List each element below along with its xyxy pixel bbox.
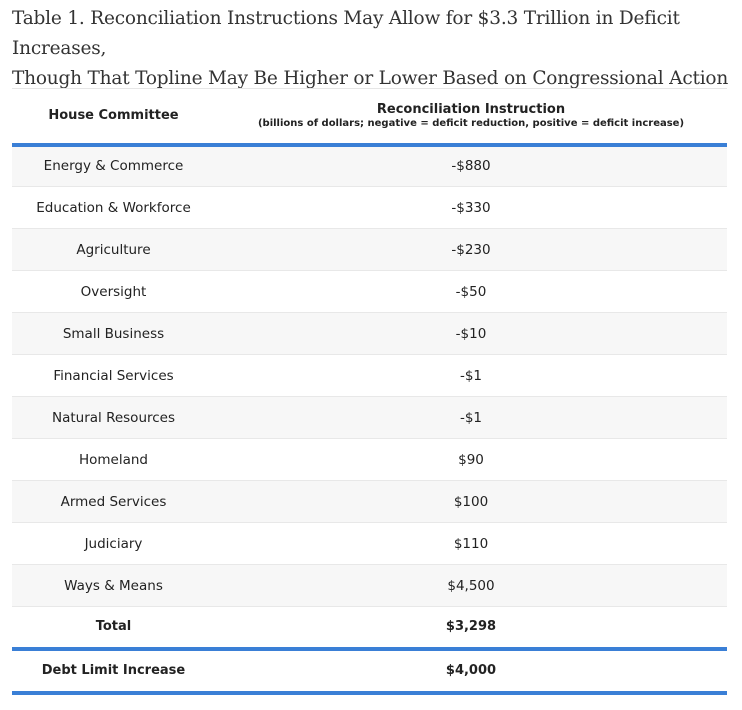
instruction-value: -$50 <box>215 271 727 313</box>
total-label: Total <box>12 607 215 649</box>
instruction-value: $110 <box>215 523 727 565</box>
debt-limit-row <box>12 649 727 693</box>
instruction-value: $4,500 <box>215 565 727 607</box>
table-row <box>12 187 727 229</box>
table-row <box>12 397 727 439</box>
header-instruction <box>215 89 727 145</box>
total-row <box>12 607 727 649</box>
table-row <box>12 145 727 187</box>
header-row <box>12 89 727 145</box>
table-title <box>12 4 737 94</box>
header-instruction-subtitle: (billions of dollars; negative = deficit reduction, positive = deficit increase) <box>257 118 685 130</box>
table-row <box>12 355 727 397</box>
debt-limit-value: $4,000 <box>215 649 727 693</box>
committee-name: Energy & Commerce <box>12 145 215 187</box>
committee-name: Natural Resources <box>12 397 215 439</box>
title-line-1: Table 1. Reconciliation Instructions May Allow for $3.3 Trillion in Deficit Increases, <box>12 8 680 59</box>
total-value: $3,298 <box>215 607 727 649</box>
committee-name: Education & Workforce <box>12 187 215 229</box>
committee-name: Oversight <box>12 271 215 313</box>
committee-name: Homeland <box>12 439 215 481</box>
instruction-value: -$1 <box>215 355 727 397</box>
instruction-value: -$230 <box>215 229 727 271</box>
committee-name: Armed Services <box>12 481 215 523</box>
table-row <box>12 565 727 607</box>
committee-name: Small Business <box>12 313 215 355</box>
committee-name: Ways & Means <box>12 565 215 607</box>
table-row <box>12 439 727 481</box>
instruction-value: $90 <box>215 439 727 481</box>
instruction-value: -$1 <box>215 397 727 439</box>
header-instruction-title: Reconciliation Instruction <box>376 102 566 118</box>
table-body <box>12 145 727 649</box>
instruction-value: -$880 <box>215 145 727 187</box>
table-row <box>12 271 727 313</box>
instruction-value: -$10 <box>215 313 727 355</box>
header-committee: House Committee <box>12 89 215 145</box>
title-line-2: Though That Topline May Be Higher or Lower Based on Congressional Action <box>12 68 729 89</box>
table-row <box>12 313 727 355</box>
committee-name: Agriculture <box>12 229 215 271</box>
instruction-value: $100 <box>215 481 727 523</box>
committee-name: Financial Services <box>12 355 215 397</box>
reconciliation-table <box>12 88 727 695</box>
committee-name: Judiciary <box>12 523 215 565</box>
table-row <box>12 481 727 523</box>
debt-limit-label: Debt Limit Increase <box>12 649 215 693</box>
instruction-value: -$330 <box>215 187 727 229</box>
table-row <box>12 523 727 565</box>
table-row <box>12 229 727 271</box>
